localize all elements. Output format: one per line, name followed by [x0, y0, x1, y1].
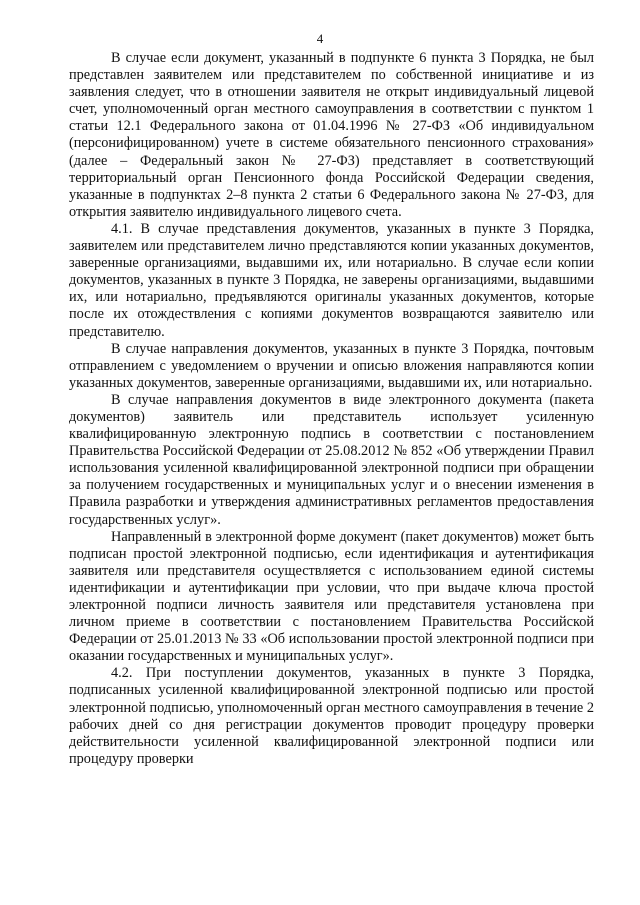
paragraph: 4.2. При поступлении документов, указанных в пункте 3 Порядка, подписанных усиленной квалифицированной электронной подписью или простой электронной подписью, уполномоченный орган местного самоуправления в течение 2 рабочих дней со дня регистрации документов проводит процедуру проверки действительности усиленной квалифицированной электронной подписи или процедуру проверки: [69, 665, 594, 767]
paragraph: Направленный в электронной форме документ (пакет документов) может быть подписан простой электронной подписью, если идентификация и аутентификация заявителя или представителя осуществляется с использованием единой системы идентификации и аутентификации при условии, что при выдаче ключа простой электронной подписи личность заявителя или представителя установлена при личном приеме в соответствии с постановлением Правительства Российской Федерации от 25.01.2013 № 33 «Об использовании простой электронной подписи при оказании государственных и муниципальных услуг».: [69, 528, 594, 665]
document-body: [69, 50, 594, 768]
paragraph: В случае если документ, указанный в подпункте 6 пункта 3 Порядка, не был представлен заявителем или представителем по собственной инициативе и из заявления следует, что в отношении заявителя не открыт индивидуальный лицевой счет, уполномоченный орган местного самоуправления в соответствии с пунктом 1 статьи 12.1 Федерального закона от 01.04.1996 № 27-ФЗ «Об индивидуальном (персонифицированном) учете в системе обязательного пенсионного страхования» (далее – Федеральный закон № 27-ФЗ) представляет в соответствующий территориальный орган Пенсионного фонда Российской Федерации сведения, указанные в подпунктах 2–8 пункта 2 статьи 6 Федерального закона № 27-ФЗ, для открытия заявителю индивидуального лицевого счета.: [69, 50, 594, 220]
paragraph: В случае направления документов в виде электронного документа (пакета документов) заявитель или представитель использует усиленную квалифицированную электронную подпись в соответствии с постановлением Правительства Российской Федерации от 25.08.2012 № 852 «Об утверждении Правил использования усиленной квалифицированной электронной подписи при обращении за получением государственных и муниципальных услуг и о внесении изменения в Правила разработки и утверждения административных регламентов предоставления государственных услуг».: [69, 391, 594, 528]
paragraph: 4.1. В случае представления документов, указанных в пункте 3 Порядка, заявителем или представителем лично представляются копии указанных документов, заверенные организациями, выдавшими их, или нотариально. В случае если копии документов, указанных в пункте 3 Порядка, не заверены организациями, выдавшими их, или нотариально, предъявляются оригиналы указанных документов, которые после их отождествления с копиями документов возвращаются заявителю или представителю.: [69, 220, 594, 340]
paragraph: В случае направления документов, указанных в пункте 3 Порядка, почтовым отправлением с уведомлением о вручении и описью вложения направляются копии указанных документов, заверенные организациями, выдавшими их, или нотариально.: [69, 340, 594, 391]
page-number: 4: [316, 31, 324, 46]
